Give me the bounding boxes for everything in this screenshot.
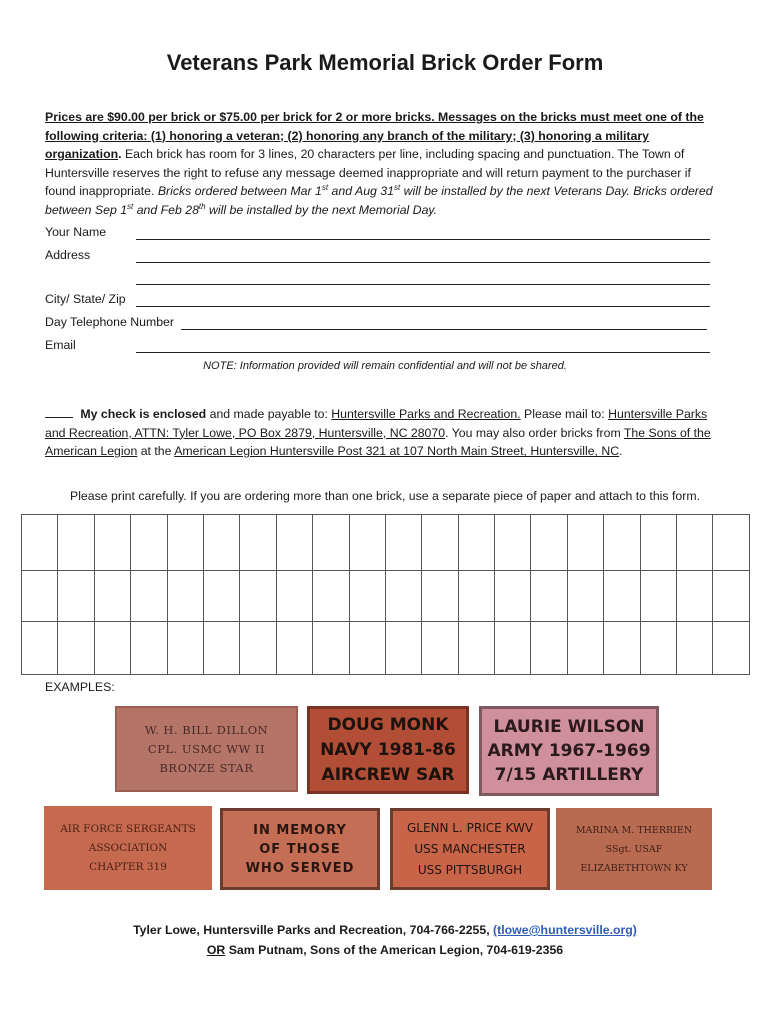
payee-text: Huntersville Parks and Recreation.: [331, 407, 521, 421]
phone-label: Day Telephone Number: [45, 315, 174, 329]
character-cell[interactable]: [22, 571, 58, 622]
character-cell[interactable]: [640, 622, 676, 675]
character-cell[interactable]: [349, 515, 385, 571]
address-line-2-field[interactable]: [45, 270, 710, 288]
character-cell[interactable]: [604, 622, 640, 675]
check-enclosed-blank[interactable]: [45, 405, 73, 418]
character-cell[interactable]: [276, 571, 312, 622]
brick-line: LAURIE WILSON: [493, 717, 645, 737]
character-cell[interactable]: [713, 622, 749, 675]
character-cell[interactable]: [167, 515, 203, 571]
character-cell[interactable]: [313, 515, 349, 571]
brick-line: W. H. BILL DILLON: [144, 722, 269, 737]
email-input-line[interactable]: [136, 352, 710, 353]
sup-4: th: [198, 201, 206, 211]
character-cell[interactable]: [713, 571, 749, 622]
character-cell[interactable]: [131, 622, 167, 675]
character-cell[interactable]: [458, 515, 494, 571]
brick-line: GLENN L. PRICE KWV: [406, 820, 534, 835]
character-cell[interactable]: [203, 571, 239, 622]
pricing-criteria-text: Prices are $90.00 per brick or $75.00 per brick for 2 or more bricks. Messages on the bricks must meet one of the following criteria: (1) honoring a veteran; (2) honoring any branch of the military; (3) honoring a military organization: [45, 110, 704, 162]
sons-legion-text: The Sons of the American Legion: [45, 425, 711, 459]
character-cell[interactable]: [276, 622, 312, 675]
character-cell[interactable]: [531, 515, 567, 571]
character-cell[interactable]: [677, 515, 713, 571]
brick-line: ELIZABETHTOWN KY: [580, 862, 688, 874]
phone-input-line[interactable]: [181, 329, 707, 330]
character-cell[interactable]: [640, 515, 676, 571]
check-enclosed-label: My check is enclosed: [80, 407, 207, 421]
brick-rules-text: Each brick has room for 3 lines, 20 characters per line, including spacing and punctuation. The Town of Huntersville reserves the right to refuse any message deemed inappropriate and will return payment to the purchaser if found inappropriate.: [45, 147, 691, 199]
name-field[interactable]: [45, 225, 710, 243]
sup-1: st: [321, 183, 329, 193]
character-cell[interactable]: [313, 622, 349, 675]
check-text-5: .: [619, 444, 623, 459]
brick-message-grid: [21, 514, 750, 675]
character-cell[interactable]: [495, 622, 531, 675]
page-title: Veterans Park Memorial Brick Order Form: [166, 50, 604, 75]
character-cell[interactable]: [58, 515, 94, 571]
character-cell[interactable]: [640, 571, 676, 622]
brick-line: IN MEMORY: [253, 822, 347, 838]
character-cell[interactable]: [240, 571, 276, 622]
character-cell[interactable]: [567, 571, 603, 622]
character-cell[interactable]: [422, 515, 458, 571]
address-line-2-input[interactable]: [136, 284, 710, 285]
check-text-1: and made payable to:: [206, 407, 332, 421]
brick-line: DOUG MONK: [327, 714, 449, 735]
example-brick-6: [390, 808, 550, 890]
brick-line: MARINA M. THERRIEN: [575, 824, 693, 836]
brick-line: WHO SERVED: [245, 860, 355, 876]
brick-line: USS PITTSBURGH: [417, 862, 523, 877]
character-cell[interactable]: [422, 571, 458, 622]
examples-label: EXAMPLES:: [45, 680, 115, 694]
character-cell[interactable]: [22, 622, 58, 675]
install-text-4: and Feb 28: [133, 202, 199, 217]
character-cell[interactable]: [385, 622, 421, 675]
character-cell[interactable]: [531, 622, 567, 675]
character-cell[interactable]: [94, 622, 130, 675]
brick-line: OF THOSE: [259, 841, 341, 857]
character-cell[interactable]: [203, 622, 239, 675]
check-text-2: Please mail to:: [520, 407, 609, 421]
city-state-zip-field[interactable]: [45, 292, 710, 310]
install-text-2: and Aug 31: [328, 184, 394, 199]
character-cell[interactable]: [385, 515, 421, 571]
character-cell[interactable]: [240, 515, 276, 571]
print-instructions: Please print carefully. If you are ordering more than one brick, use a separate piece of paper and attach to this form.: [70, 489, 700, 503]
mail-address-text: Huntersville Parks and Recreation, ATTN: Tyler Lowe, PO Box 2879, Huntersville, NC 28070: [45, 407, 708, 440]
address-label: Address: [45, 248, 91, 262]
character-cell[interactable]: [604, 571, 640, 622]
city-input-line[interactable]: [136, 306, 710, 307]
character-cell[interactable]: [276, 515, 312, 571]
character-cell[interactable]: [94, 515, 130, 571]
character-cell[interactable]: [604, 515, 640, 571]
character-cell[interactable]: [58, 571, 94, 622]
brick-line: AIR FORCE SERGEANTS: [60, 822, 196, 835]
intro-paragraph: [45, 108, 725, 220]
character-cell[interactable]: [22, 515, 58, 571]
brick-line: AIRCREW SAR: [321, 764, 455, 785]
character-cell[interactable]: [203, 515, 239, 571]
brick-line: CHAPTER 319: [89, 860, 167, 873]
brick-line: ASSOCIATION: [88, 841, 168, 854]
example-brick-2: [307, 706, 469, 794]
character-cell[interactable]: [567, 515, 603, 571]
character-cell[interactable]: [131, 571, 167, 622]
character-cell[interactable]: [167, 622, 203, 675]
character-cell[interactable]: [313, 571, 349, 622]
email-label: Email: [45, 338, 76, 352]
example-brick-3: [479, 706, 659, 796]
character-cell[interactable]: [677, 622, 713, 675]
grid-row: [22, 622, 750, 675]
brick-line: CPL. USMC WW II: [147, 741, 266, 756]
contact-line-1: [0, 920, 770, 940]
example-brick-5: [220, 808, 380, 890]
contact-sam: Sam Putnam, Sons of the American Legion, 704-619-2356: [225, 943, 564, 957]
brick-line: BRONZE STAR: [159, 760, 254, 775]
character-cell[interactable]: [495, 515, 531, 571]
grid-row: [22, 571, 750, 622]
character-cell[interactable]: [567, 622, 603, 675]
character-cell[interactable]: [713, 515, 749, 571]
character-cell[interactable]: [167, 571, 203, 622]
example-brick-4: [44, 806, 212, 890]
character-cell[interactable]: [240, 622, 276, 675]
contact-email-link[interactable]: (tlowe@huntersville.org): [493, 923, 637, 937]
character-cell[interactable]: [131, 515, 167, 571]
criteria-period: .: [118, 147, 122, 162]
character-cell[interactable]: [495, 571, 531, 622]
legion-post-text: American Legion Huntersville Post 321 at 107 North Main Street, Huntersville, NC: [174, 444, 620, 459]
name-label: Your Name: [45, 225, 107, 239]
character-cell[interactable]: [458, 571, 494, 622]
address-input-line[interactable]: [136, 262, 710, 263]
brick-line: NAVY 1981-86: [320, 739, 456, 760]
check-text-3: . You may also order bricks from: [445, 425, 624, 440]
brick-line: ARMY 1967-1969: [487, 741, 651, 761]
install-text-3: will be installed by the next Veterans Day. Bricks ordered between Sep 1: [45, 184, 713, 217]
contact-line-2: [0, 940, 770, 960]
character-cell[interactable]: [349, 571, 385, 622]
install-text-1: Bricks ordered between Mar 1: [157, 184, 322, 199]
confidentiality-note: NOTE: Information provided will remain confidential and will not be shared.: [203, 360, 567, 372]
brick-line: USS MANCHESTER: [414, 841, 526, 856]
character-cell[interactable]: [531, 571, 567, 622]
install-text-5: will be installed by the next Memorial Day.: [205, 202, 438, 217]
contact-footer: [0, 920, 770, 960]
character-cell[interactable]: [58, 622, 94, 675]
email-field[interactable]: [45, 338, 710, 356]
brick-line: SSgt. USAF: [605, 843, 663, 855]
check-text-4: at the: [137, 444, 175, 459]
or-text: OR: [206, 943, 226, 957]
contact-tyler: Tyler Lowe, Huntersville Parks and Recreation, 704-766-2255,: [133, 923, 494, 937]
sup-2: st: [393, 183, 401, 193]
brick-line: 7/15 ARTILLERY: [494, 765, 644, 785]
example-brick-1: [115, 706, 298, 792]
character-cell[interactable]: [677, 571, 713, 622]
character-cell[interactable]: [385, 571, 421, 622]
example-brick-7: [556, 808, 712, 890]
phone-field[interactable]: [45, 315, 710, 333]
address-field[interactable]: [45, 248, 710, 266]
grid-row: [22, 515, 750, 571]
character-cell[interactable]: [458, 622, 494, 675]
character-cell[interactable]: [422, 622, 458, 675]
city-label: City/ State/ Zip: [45, 292, 126, 306]
sup-3: st: [127, 201, 134, 211]
character-cell[interactable]: [94, 571, 130, 622]
payment-paragraph: [45, 405, 729, 461]
name-input-line[interactable]: [136, 239, 710, 240]
character-cell[interactable]: [349, 622, 385, 675]
